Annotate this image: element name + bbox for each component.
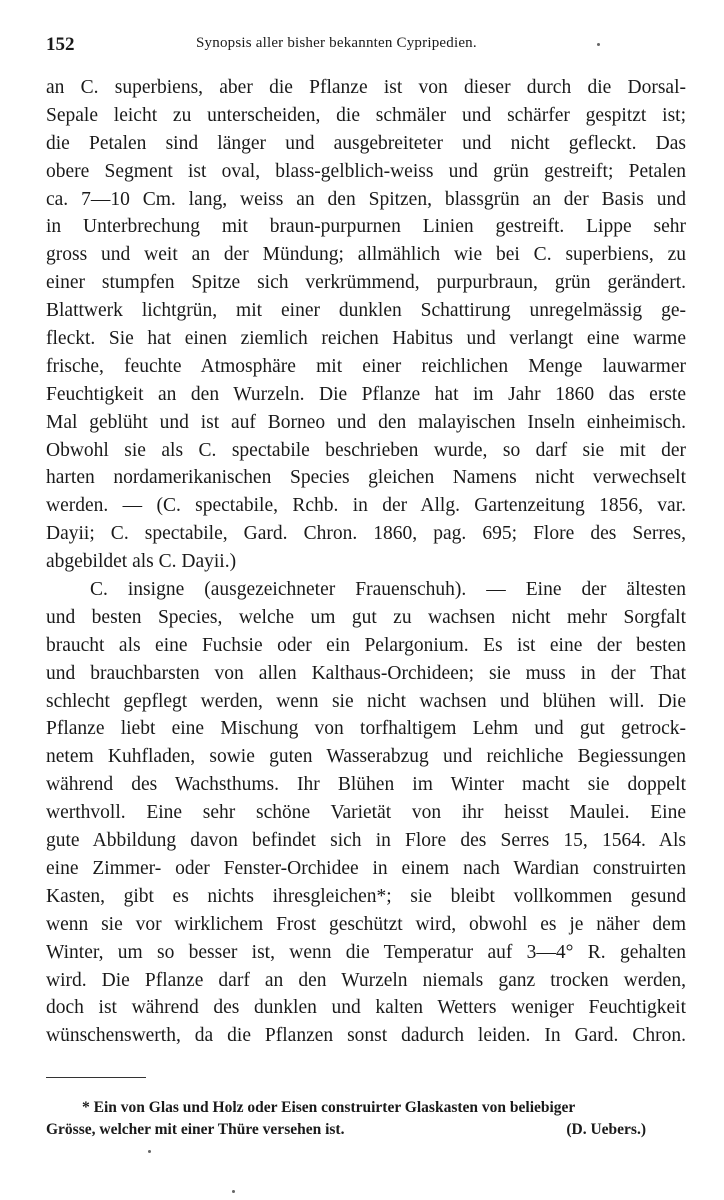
text-line: in Unterbrechung mit braun-purpurnen Linien gestreift. Lippe sehr [46,216,686,238]
text-line: netem Kuhfladen, sowie guten Wasserabzug und reichliche Begiessungen [46,746,686,768]
paper-speck [148,1150,151,1153]
text-line: ca. 7—10 Cm. lang, weiss an den Spitzen, blassgrün an der Basis und [46,188,686,210]
text-line: wenn sie vor wirklichem Frost geschützt wird, obwohl es je näher dem [46,913,686,935]
text-line: schlecht gepflegt werden, wenn sie nicht wachsen und blühen will. Die [46,690,686,712]
text-line: frische, feuchte Atmosphäre mit einer reichlichen Menge lauwarmer [46,355,686,377]
footnote-attribution: (D. Uebers.) [566,1121,646,1138]
paper-speck [232,1190,235,1193]
text-line: werthvoll. Eine sehr schöne Varietät von ihr heisst Maulei. Eine [46,802,686,824]
text-line: obere Segment ist oval, blass-gelblich-weiss und grün gestreift; Petalen [46,160,686,182]
text-line: und besten Species, welche um gut zu wachsen nicht mehr Sorgfalt [46,606,686,628]
footnote-row [46,1119,686,1141]
body-text [46,74,686,1050]
text-line: Feuchtigkeit an den Wurzeln. Die Pflanze hat im Jahr 1860 das erste [46,383,686,405]
footnote-line: * Ein von Glas und Holz oder Eisen construirter Glaskasten von beliebiger [82,1099,576,1116]
text-line: einer stumpfen Spitze sich verkrümmend, purpurbraun, grün gerändert. [46,272,686,294]
text-line: gross und weit an der Mündung; allmählich wie bei C. superbiens, zu [46,244,686,266]
text-line: fleckt. Sie hat einen ziemlich reichen Habitus und verlangt eine warme [46,328,686,350]
text-line: braucht als eine Fuchsie oder ein Pelargonium. Es ist eine der besten [46,634,686,656]
text-line: abgebildet als C. Dayii.) [46,551,237,573]
page-header [46,34,684,58]
text-line: die Petalen sind länger und ausgebreiteter und nicht gefleckt. Das [46,132,686,154]
paragraph-start-line: C. insigne (ausgezeichneter Frauenschuh). — Eine der ältesten [90,579,686,601]
text-line: Sepale leicht zu unterscheiden, die schmäler und schärfer gespitzt ist; [46,104,686,126]
running-title: Synopsis aller bisher bekannten Cypripedien. [196,35,477,51]
text-line: und brauchbarsten von allen Kalthaus-Orchideen; sie muss in der That [46,662,686,684]
text-line: eine Zimmer- oder Fenster-Orchidee in einem nach Wardian construirten [46,857,686,879]
footnote-line: Grösse, welcher mit einer Thüre versehen ist. [46,1121,345,1138]
text-line: Blattwerk lichtgrün, mit einer dunklen Schattirung unregelmässig ge- [46,300,686,322]
text-line: werden. — (C. spectabile, Rchb. in der Allg. Gartenzeitung 1856, var. [46,495,686,517]
text-line: Kasten, gibt es nichts ihresgleichen*; sie bleibt vollkommen gesund [46,885,686,907]
text-line: wünschenswerth, da die Pflanzen sonst dadurch leiden. In Gard. Chron. [46,1025,686,1047]
page-number: 152 [46,34,75,55]
text-line: an C. superbiens, aber die Pflanze ist von dieser durch die Dorsal- [46,77,686,98]
text-line: doch ist während des dunklen und kalten Wetters weniger Feuchtigkeit [46,997,686,1019]
footnote [46,1097,686,1141]
text-line: Winter, um so besser ist, wenn die Temperatur auf 3—4° R. gehalten [46,941,686,963]
text-line: harten nordamerikanischen Species gleichen Namens nicht verwechselt [46,467,686,489]
text-line: gute Abbildung davon befindet sich in Flore des Serres 15, 1564. Als [46,830,686,852]
text-line: Mal geblüht und ist auf Borneo und den malayischen Inseln einheimisch. [46,411,686,433]
text-line: Dayii; C. spectabile, Gard. Chron. 1860, pag. 695; Flore des Serres, [46,523,686,545]
text-line: Pflanze liebt eine Mischung von torfhaltigem Lehm und gut getrock- [46,718,686,740]
text-line: Obwohl sie als C. spectabile beschrieben wurde, so darf sie mit der [46,439,686,461]
text-line: wird. Die Pflanze darf an den Wurzeln niemals ganz trocken werden, [46,969,686,991]
text-line: während des Wachsthums. Ihr Blühen im Winter macht sie doppelt [46,774,686,796]
paper-speck [597,43,600,46]
footnote-rule [46,1077,146,1078]
